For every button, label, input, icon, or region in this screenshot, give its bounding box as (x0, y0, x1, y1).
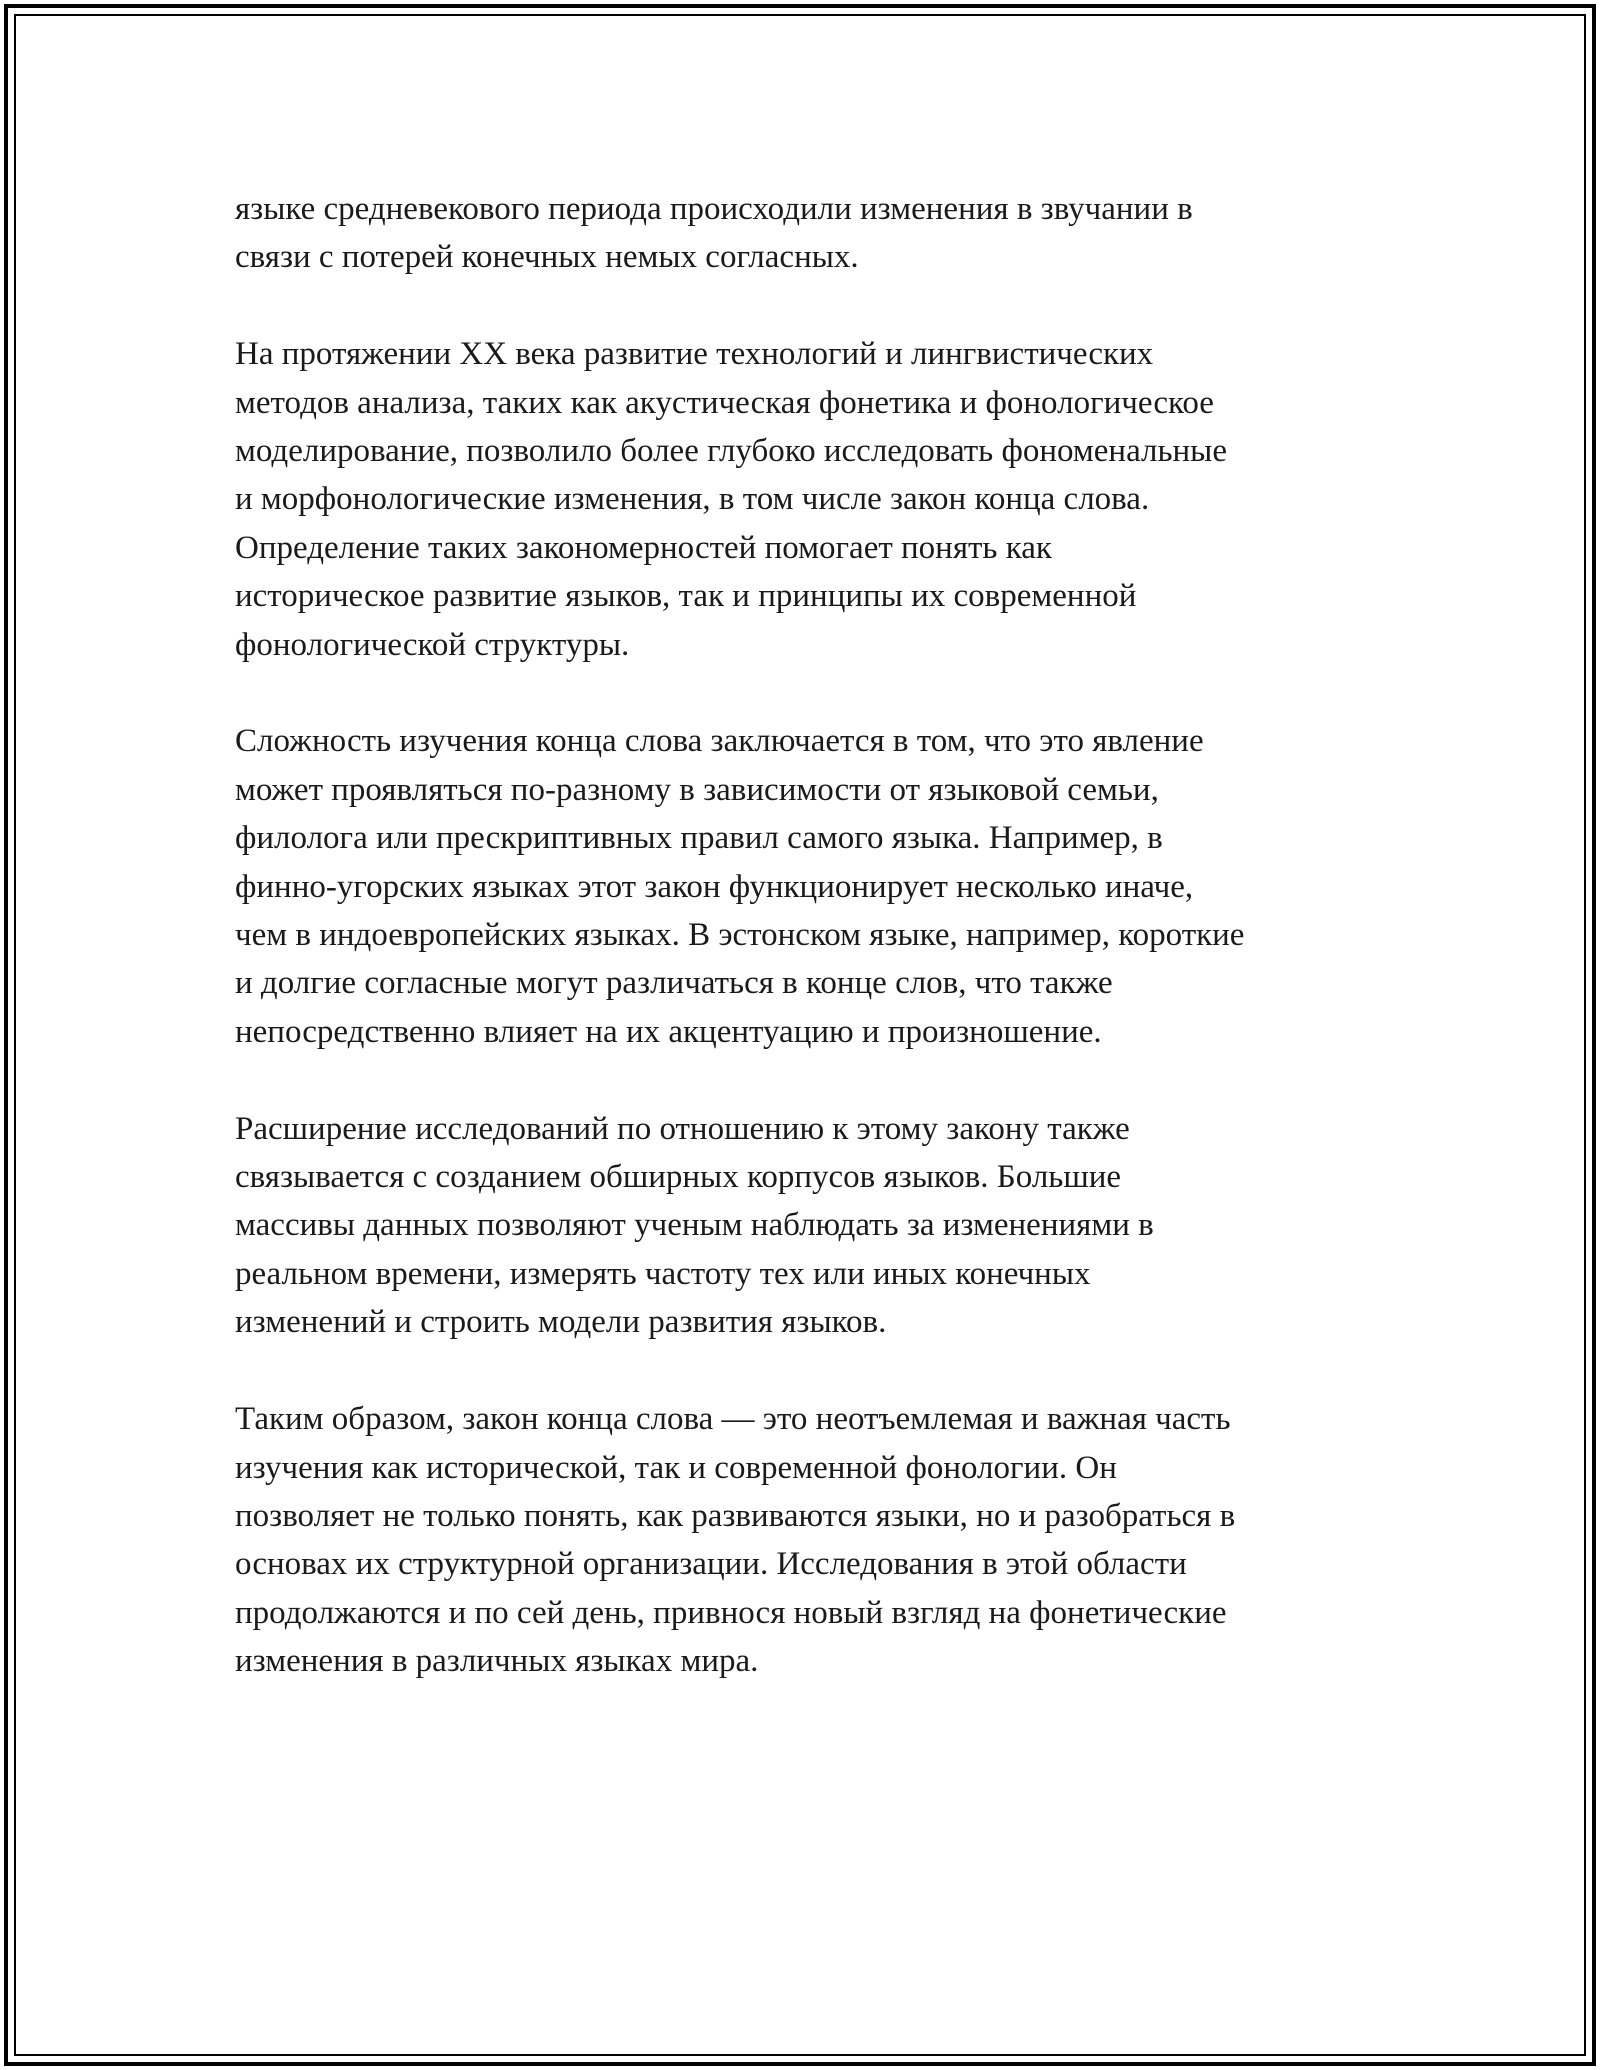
text-line: продолжаются и по сей день, привнося новый взгляд на фонетические (235, 1594, 1227, 1631)
text-line: изменений и строить модели развития языков. (235, 1304, 887, 1341)
paragraph-1 (235, 185, 1395, 282)
text-line: На протяжении XX века развитие технологий и лингвистических (235, 336, 1154, 373)
text-line: Сложность изучения конца слова заключается в том, что это явление (235, 723, 1204, 760)
text-line: Определение таких закономерностей помогает понять как (235, 529, 1052, 566)
paragraph-5 (235, 1395, 1395, 1685)
text-line: моделирование, позволило более глубоко исследовать фономенальные (235, 433, 1227, 470)
text-line: чем в индоевропейских языках. В эстонском языке, например, короткие (235, 917, 1245, 954)
document-body (235, 185, 1395, 1734)
text-line: непосредственно влияет на их акцентуацию и произношение. (235, 1013, 1102, 1050)
text-line: финно-угорских языках этот закон функционирует несколько иначе, (235, 868, 1194, 905)
text-line: и морфонологические изменения, в том числе закон конца слова. (235, 481, 1150, 518)
text-line: фонологической структуры. (235, 626, 630, 663)
text-line: историческое развитие языков, так и принципы их современной (235, 578, 1137, 615)
text-line: и долгие согласные могут различаться в конце слов, что также (235, 965, 1113, 1002)
text-line: языке средневекового периода происходили изменения в звучании в (235, 191, 1193, 227)
text-line: Расширение исследований по отношению к этому закону также (235, 1110, 1130, 1147)
text-line: реальном времени, измерять частоту тех или иных конечных (235, 1255, 1091, 1292)
text-line: связывается с созданием обширных корпусов языков. Большие (235, 1159, 1122, 1196)
text-line: может проявляться по-разному в зависимости от языковой семьи, (235, 771, 1159, 808)
paragraph-4 (235, 1105, 1395, 1347)
text-line: методов анализа, таких как акустическая фонетика и фонологическое (235, 384, 1214, 421)
text-line: изучения как исторической, так и современной фонологии. Он (235, 1449, 1117, 1486)
text-line: связи с потерей конечных немых согласных. (235, 239, 859, 276)
paragraph-3 (235, 717, 1395, 1056)
text-line: Таким образом, закон конца слова — это неотъемлемая и важная часть (235, 1401, 1231, 1438)
paragraph-2 (235, 330, 1395, 669)
text-line: позволяет не только понять, как развиваются языки, но и разобраться в (235, 1497, 1236, 1534)
text-line: массивы данных позволяют ученым наблюдать за изменениями в (235, 1207, 1154, 1244)
text-line: филолога или прескриптивных правил самого языка. Например, в (235, 820, 1163, 857)
text-line: основах их структурной организации. Исследования в этой области (235, 1546, 1187, 1583)
text-line: изменения в различных языках мира. (235, 1643, 759, 1680)
